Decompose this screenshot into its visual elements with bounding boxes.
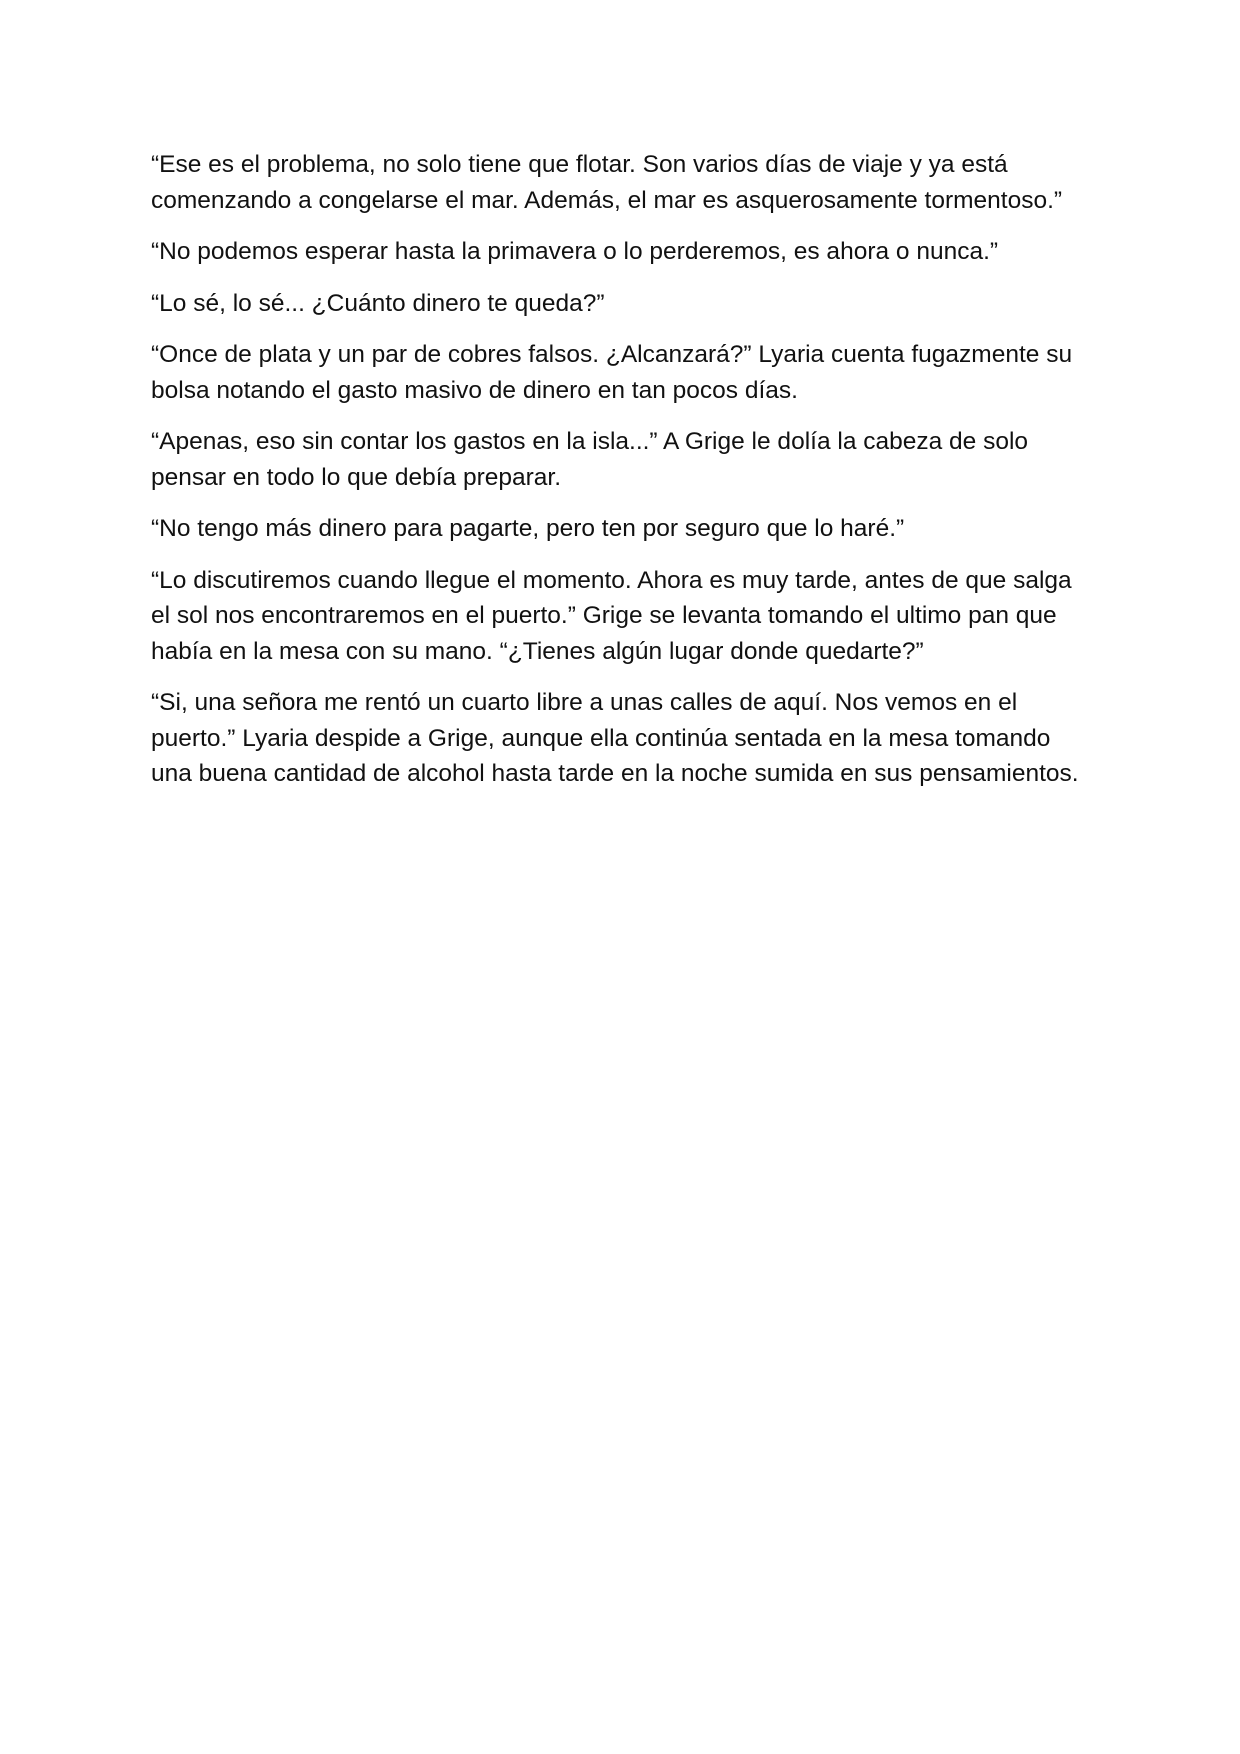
paragraph-3: “Lo sé, lo sé... ¿Cuánto dinero te queda?” [151,289,605,317]
paragraph-7: “Lo discutiremos cuando llegue el momento. Ahora es muy tarde, antes de que salga el sol nos encontraremos en el puerto.” Grige se levanta tomando el ultimo pan que había en la mesa con su mano. “¿Tienes algún lugar donde quedarte?” [151,566,1072,665]
paragraph-6: “No tengo más dinero para pagarte, pero ten por seguro que lo haré.” [151,515,905,542]
paragraph-4: “Once de plata y un par de cobres falsos. ¿Alcanzará?” Lyaria cuenta fugazmente su bolsa notando el gasto masivo de dinero en tan pocos días. [151,341,1073,404]
paragraph-8: “Si, una señora me rentó un cuarto libre a unas calles de aquí. Nos vemos en el puerto.” Lyaria despide a Grige, aunque ella continúa sentada en la mesa tomando una buena cantidad de alcohol hasta tarde en la noche sumida en sus pensamientos. [151,689,1079,787]
document-body [151,147,1096,808]
paragraph-1: “Ese es el problema, no solo tiene que flotar. Son varios días de viaje y ya está comenzando a congelarse el mar. Además, el mar es asquerosamente tormentoso.” [151,151,1063,214]
paragraph-2: “No podemos esperar hasta la primavera o lo perderemos, es ahora o nunca.” [151,238,999,265]
paragraph-5: “Apenas, eso sin contar los gastos en la isla...” A Grige le dolía la cabeza de solo pensar en todo lo que debía preparar. [151,428,1029,491]
